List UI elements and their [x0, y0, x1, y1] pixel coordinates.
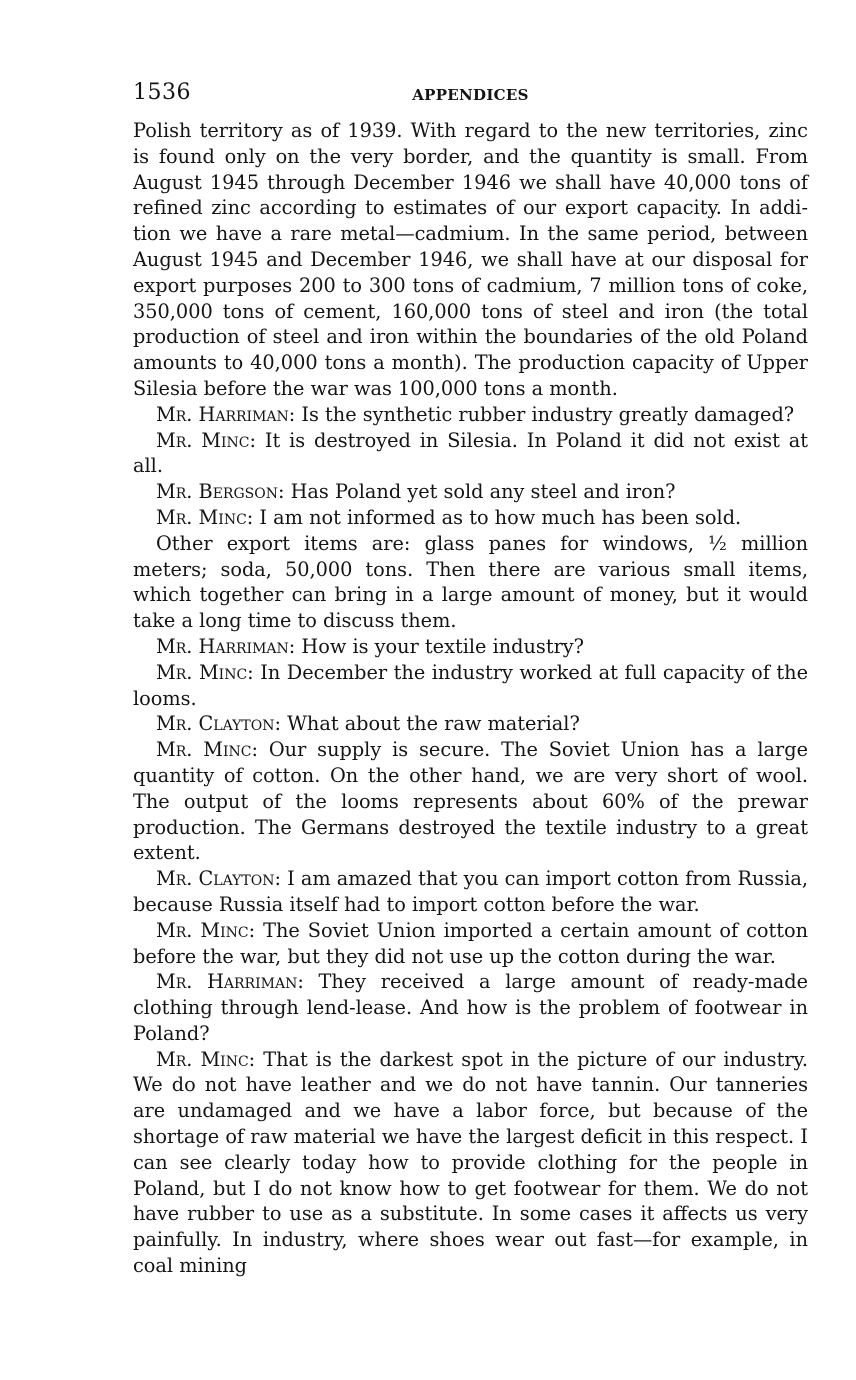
dialogue-paragraph: [133, 531, 808, 634]
paragraph-text: That is the darkest spot in the picture of our industry. We do not have leather and we do not have tannin. Our tanneries are undamaged and we have a labor force, but because of the shortage of raw material we have the largest deficit in this respect. I can see clearly today how to provide clothing for the people in Poland, but I do not know how to get footwear for them. We do not have rubber to use as a substitute. In some cases it affects us very painfully. In industry, where shoes wear out fast—for example, in coal mining: [133, 1047, 808, 1278]
paragraph-text: They received a large amount of ready-made clothing through lend-lease. And how is the problem of footwear in Poland?: [133, 970, 808, 1045]
dialogue-paragraph: [133, 402, 808, 428]
paragraph-text: I am amazed that you can import cotton from Russia, because Russia itself had to import cotton before the war.: [133, 867, 808, 916]
speaker-name: Mr. Harriman:: [156, 402, 296, 426]
paragraph-text: How is your textile industry?: [295, 634, 585, 658]
speaker-name: Mr. Clayton:: [156, 867, 281, 891]
speaker-name: Mr. Minc:: [156, 738, 259, 762]
dialogue-paragraph: [133, 479, 808, 505]
paragraph-text: It is destroyed in Silesia. In Poland it did not exist at all.: [133, 428, 808, 478]
page-header: [133, 80, 808, 116]
document-page: [133, 80, 808, 1279]
speaker-name: Mr. Clayton:: [156, 712, 281, 736]
dialogue-paragraph: [133, 866, 808, 918]
dialogue-paragraph: [133, 660, 808, 712]
page-number: 1536: [133, 80, 191, 105]
paragraph-text: I am not informed as to how much has been sold.: [253, 505, 742, 529]
paragraph-text: The Soviet Union imported a certain amount of cotton before the war, but they did not use up the cotton during the war.: [133, 918, 808, 968]
speaker-name: Mr. Minc:: [156, 428, 257, 452]
speaker-name: Mr. Harriman:: [156, 970, 304, 994]
body-text: [133, 118, 808, 1279]
dialogue-paragraph: [133, 918, 808, 970]
paragraph-text: Is the synthetic rubber industry greatly damaged?: [295, 402, 795, 426]
dialogue-paragraph: [133, 505, 808, 531]
dialogue-paragraph: [133, 737, 808, 866]
dialogue-paragraph: [133, 969, 808, 1046]
dialogue-paragraph: [133, 428, 808, 480]
paragraph-text: Has Poland yet sold any steel and iron?: [284, 480, 676, 504]
speaker-name: Mr. Minc:: [156, 918, 256, 942]
speaker-name: Mr. Bergson:: [156, 480, 285, 504]
dialogue-paragraph: [133, 711, 808, 737]
paragraph-text: Other export items are: glass panes for windows, ½ million meters; soda, 50,000 tons. Then there are various small items, which together can bring in a large amount of money, but it would take a long time to discuss them.: [133, 531, 808, 633]
running-head: APPENDICES: [412, 86, 529, 104]
speaker-name: Mr. Minc:: [156, 505, 254, 529]
paragraph-continuation: [133, 118, 808, 402]
speaker-name: Mr. Minc:: [156, 660, 254, 684]
dialogue-paragraph: [133, 1047, 808, 1279]
speaker-name: Mr. Minc:: [156, 1047, 256, 1071]
paragraph-text: What about the raw material?: [280, 712, 580, 736]
paragraph-text: Polish territory as of 1939. With regard to the new territories, zinc is found only on the very border, and the quantity is small. From August 1945 through December 1946 we shall have 40,000 tons of refined zinc according to estimates of our export capacity. In addition we have a rare metal—cadmium. In the same period, between August 1945 and December 1946, we shall have at our disposal for export purposes 200 to 300 tons of cadmium, 7 million tons of coke, 350,000 tons of cement, 160,000 tons of steel and iron (the total production of steel and iron within the boundaries of the old Poland amounts to 40,000 tons a month). The production capacity of Upper Silesia before the war was 100,000 tons a month.: [133, 119, 808, 400]
speaker-name: Mr. Harriman:: [156, 634, 296, 658]
paragraph-text: Our supply is secure. The Soviet Union has a large quantity of cotton. On the other hand, we are very short of wool. The output of the looms represents about 60% of the prewar production. The Germans destroyed the textile industry to a great extent.: [133, 738, 808, 865]
dialogue-paragraph: [133, 634, 808, 660]
paragraph-text: In December the industry worked at full capacity of the looms.: [133, 660, 808, 710]
